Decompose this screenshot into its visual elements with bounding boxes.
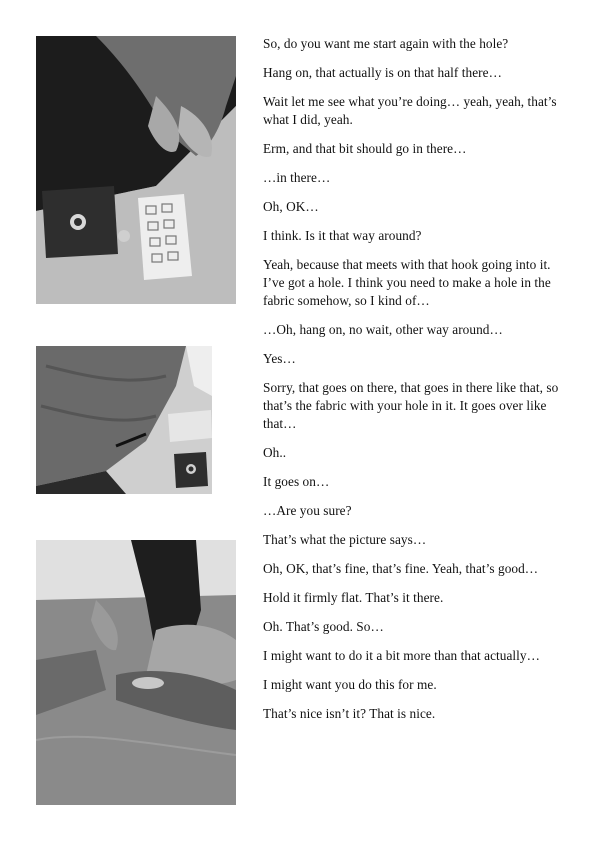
photo-fabric-instruction-card: [36, 346, 212, 494]
dialogue-line: Wait let me see what you’re doing… yeah, yeah, that’s what I did, yeah.: [263, 94, 557, 127]
dialogue-line: …Are you sure?: [263, 503, 352, 518]
dialogue-line: It goes on…: [263, 474, 330, 489]
dialogue-line: That’s nice isn’t it? That is nice.: [263, 706, 436, 721]
dialogue-line: I think. Is it that way around?: [263, 228, 422, 243]
dialogue-line: Yes…: [263, 351, 296, 366]
dialogue-line: …Oh, hang on, no wait, other way around…: [263, 322, 503, 337]
dialogue-line: I might want to do it a bit more than that actually…: [263, 648, 540, 663]
dialogue-line: Yeah, because that meets with that hook going into it. I’ve got a hole. I think you need to make a hole in the fabric somehow, so I kind of…: [263, 257, 551, 308]
dialogue-line: So, do you want me start again with the hole?: [263, 36, 509, 51]
dialogue-line: Oh, OK, that’s fine, that’s fine. Yeah, that’s good…: [263, 561, 539, 576]
dialogue-line: Sorry, that goes on there, that goes in there like that, so that’s the fabric with your hole in it. It goes over like that…: [263, 380, 559, 431]
dialogue-column: [263, 35, 561, 734]
photo-hands-eyelet-instructions: [36, 36, 236, 304]
dialogue-line: Erm, and that bit should go in there…: [263, 141, 467, 156]
photo-hands-pressing-fabric: [36, 540, 236, 805]
dialogue-line: …in there…: [263, 170, 331, 185]
dialogue-line: That’s what the picture says…: [263, 532, 427, 547]
dialogue-line: Oh, OK…: [263, 199, 319, 214]
dialogue-line: Hold it firmly flat. That’s it there.: [263, 590, 444, 605]
dialogue-line: Hang on, that actually is on that half there…: [263, 65, 502, 80]
dialogue-line: Oh. That’s good. So…: [263, 619, 384, 634]
dialogue-line: Oh..: [263, 445, 287, 460]
dialogue-line: I might want you do this for me.: [263, 677, 437, 692]
